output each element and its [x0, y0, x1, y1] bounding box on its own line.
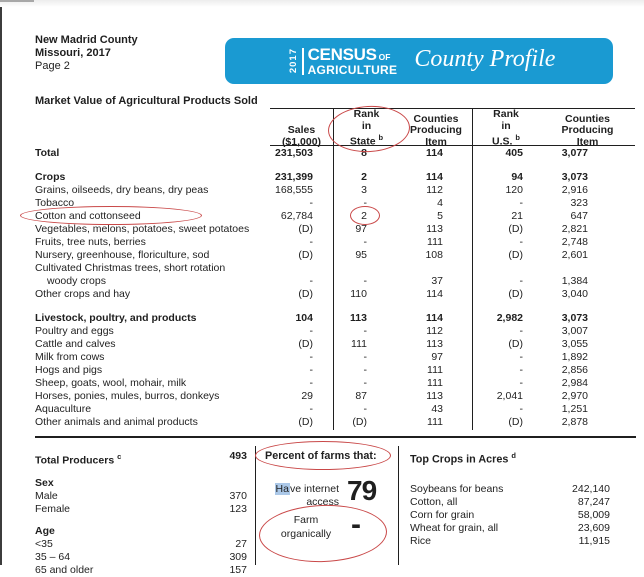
table-cell: -: [309, 197, 313, 209]
table-cell: -: [309, 275, 313, 287]
top-crop-row: [410, 496, 610, 509]
row-label: Livestock, poultry, and products: [35, 312, 197, 324]
header-line: Item: [425, 135, 447, 148]
row-label: Vegetables, melons, potatoes, sweet potatoes: [35, 223, 250, 235]
producer-row: [35, 538, 247, 551]
total-producers-label: Total Producers $^c$: [35, 452, 122, 467]
census-word: CENSUS: [307, 44, 377, 64]
table-cell: -: [363, 403, 367, 415]
table-cell: (D): [508, 249, 523, 261]
table-cell: 2,748: [561, 236, 588, 248]
row-label: Crops: [35, 171, 66, 183]
producer-label: 35 – 64: [35, 550, 71, 563]
table-cell: (D): [298, 416, 313, 428]
table-cell: -: [519, 325, 523, 337]
row-label: Cotton and cottonseed: [35, 210, 141, 222]
table-row: [35, 325, 635, 338]
row-label: Horses, ponies, mules, burros, donkeys: [35, 390, 220, 402]
header-line: Counties: [565, 112, 610, 125]
table-row: [35, 171, 635, 184]
producer-value: 309: [229, 550, 247, 563]
table-cell: -: [309, 403, 313, 415]
table-cell: 3,073: [561, 171, 588, 183]
top-crop-row: [410, 483, 610, 496]
table-cell: -: [363, 377, 367, 389]
row-label: Poultry and eggs: [35, 325, 114, 337]
table-cell: -: [519, 236, 523, 248]
table-row: [35, 312, 635, 325]
row-label: Other crops and hay: [35, 288, 131, 300]
table-cell: 168,555: [275, 184, 313, 196]
table-row: [35, 364, 635, 377]
table-cell: 97: [431, 351, 443, 363]
table-row: [35, 223, 635, 236]
header-line: ($1,000): [281, 135, 322, 148]
producer-label: 65 and older: [35, 563, 94, 576]
crop-acres: 58,009: [577, 508, 610, 521]
table-cell: -: [363, 351, 367, 363]
table-cell: 62,784: [280, 210, 313, 222]
row-label: Milk from cows: [35, 351, 105, 363]
table-cell: (D): [352, 416, 367, 428]
row-label: Total: [35, 147, 60, 159]
header-line: Rank: [353, 108, 380, 120]
table-cell: 5: [437, 210, 443, 222]
percent-farms-title: Percent of farms that:: [265, 450, 377, 462]
table-cell: 108: [425, 249, 443, 261]
of-word: OF: [378, 51, 391, 62]
table-row: [35, 390, 635, 403]
annotation-ellipse-cotton-rank-value: [350, 206, 380, 225]
crop-acres: 11,915: [578, 534, 610, 547]
total-producers-panel: [35, 450, 247, 577]
table-cell: (D): [298, 249, 313, 261]
table-cell: 114: [426, 147, 443, 159]
table-cell: 3,077: [561, 147, 588, 159]
column-header: [400, 114, 472, 152]
market-value-title: Market Value of Agricultural Products Sold: [35, 95, 258, 107]
producer-group: [35, 525, 247, 577]
table-cell: -: [519, 275, 523, 287]
internet-access-label: Have internet access: [275, 483, 339, 508]
table-cell: 95: [355, 249, 367, 261]
table-cell: 2: [361, 210, 367, 222]
top-crop-row: [410, 535, 610, 548]
census-agriculture-logo: [307, 44, 398, 77]
table-row: [35, 147, 635, 160]
table-cell: 113: [426, 390, 443, 402]
header-line: Sales: [287, 124, 316, 136]
group-heading: Sex: [35, 476, 54, 489]
column-header: [540, 114, 635, 152]
annotation-ellipse-cotton-row: [20, 206, 202, 225]
page-top-corner: [0, 0, 34, 2]
table-cell: -: [363, 236, 367, 248]
table-cell: 114: [426, 171, 443, 183]
header-line: Producing: [561, 124, 614, 136]
table-cell: 114: [426, 312, 443, 324]
bottom-vertical-rule-2: [398, 446, 399, 565]
row-label: [35, 262, 270, 288]
producer-group: [35, 477, 247, 516]
table-row: [35, 236, 635, 249]
top-crops-panel: [410, 449, 610, 548]
table-cell: 113: [426, 338, 443, 350]
census-banner: [225, 38, 613, 84]
top-crop-row: [410, 522, 610, 535]
table-cell: (D): [298, 338, 313, 350]
total-producers-value: 493: [229, 450, 247, 462]
table-cell: -: [309, 236, 313, 248]
table-cell: -: [309, 377, 313, 389]
row-label: Aquaculture: [35, 403, 92, 415]
table-cell: 29: [301, 390, 313, 402]
table-cell: 111: [427, 416, 443, 428]
crop-acres: 87,247: [577, 495, 610, 508]
header-line: Counties: [413, 112, 459, 125]
producer-row: [35, 564, 247, 577]
table-cell: 405: [505, 147, 523, 159]
table-cell: -: [363, 325, 367, 337]
producer-groups: [35, 477, 247, 577]
table-row: [35, 184, 635, 197]
crop-label: Wheat for grain, all: [410, 521, 499, 534]
annotation-ellipse-percent-title: [255, 441, 391, 470]
table-cell: 113: [426, 223, 443, 235]
table-cell: -: [309, 325, 313, 337]
table-cell: 87: [355, 390, 367, 402]
page-header: [35, 34, 138, 73]
producer-label: <35: [35, 537, 53, 550]
column-header: [472, 109, 540, 151]
crop-label: Rice: [410, 534, 432, 547]
top-crops-list: [410, 483, 610, 548]
producer-value: 27: [235, 537, 247, 550]
table-cell: (D): [298, 223, 313, 235]
table-cell: 2,878: [561, 416, 588, 428]
header-line: Rank: [493, 108, 519, 120]
table-cell: 111: [427, 236, 443, 248]
header-line: in: [501, 119, 511, 132]
crop-acres: 23,609: [577, 521, 610, 534]
table-cell: (D): [508, 288, 523, 300]
table-row: [35, 288, 635, 301]
row-label: Hogs and pigs: [35, 364, 103, 376]
table-cell: 104: [295, 312, 313, 324]
table-cell: 1,892: [561, 351, 588, 363]
producer-row: [35, 551, 247, 564]
table-cell: 111: [351, 338, 367, 350]
farm-organically-value: -: [351, 508, 361, 541]
table-row: [35, 249, 635, 262]
table-row: [35, 351, 635, 364]
group-heading: Age: [35, 524, 55, 537]
state-year: Missouri, 2017: [35, 47, 111, 59]
row-label: Tobacco: [35, 197, 75, 209]
table-cell: 113: [350, 312, 367, 324]
table-cell: -: [519, 197, 523, 209]
row-label: Other animals and animal products: [35, 416, 198, 428]
row-label: Sheep, goats, wool, mohair, milk: [35, 377, 187, 389]
producer-row: [35, 503, 247, 516]
row-label: Nursery, greenhouse, floriculture, sod: [35, 249, 210, 261]
table-cell: (D): [508, 338, 523, 350]
market-table-rows: [35, 147, 635, 429]
table-cell: -: [363, 275, 367, 287]
table-cell: 2,856: [561, 364, 588, 376]
agriculture-word: AGRICULTURE: [307, 62, 398, 77]
table-cell: 2,984: [561, 377, 588, 389]
table-row: [35, 262, 635, 288]
crop-label: Corn for grain: [410, 508, 475, 521]
table-cell: 2,970: [561, 390, 588, 402]
table-cell: -: [309, 351, 313, 363]
table-cell: -: [519, 351, 523, 363]
table-row: [35, 377, 635, 390]
table-cell: -: [363, 364, 367, 376]
table-cell: 647: [570, 210, 588, 222]
row-label-line: Cultivated Christmas trees, short rotation: [35, 262, 226, 274]
table-cell: (D): [508, 223, 523, 235]
table-cell: 97: [355, 223, 367, 235]
banner-separator: [302, 48, 304, 75]
annotation-ellipse-farm-organically: [258, 503, 388, 564]
table-cell: -: [519, 403, 523, 415]
county-name: New Madrid County: [35, 34, 138, 46]
table-cell: -: [519, 377, 523, 389]
row-label-line: woody crops: [47, 275, 106, 287]
table-cell: 2,821: [561, 223, 588, 235]
table-cell: 8: [361, 147, 367, 159]
table-cell: 111: [427, 377, 443, 389]
table-cell: 2,041: [496, 390, 523, 402]
producer-value: 157: [229, 563, 247, 576]
total-producers-row: [35, 450, 247, 468]
internet-access-value: 79: [347, 475, 377, 506]
table-cell: 3,073: [561, 312, 588, 324]
table-cell: 2,601: [561, 249, 588, 261]
producer-label: Female: [35, 502, 71, 515]
table-cell: 112: [426, 325, 443, 337]
table-cell: 3: [361, 184, 367, 196]
header-line: Item: [576, 135, 599, 148]
producer-label: Male: [35, 489, 58, 502]
crop-label: Cotton, all: [410, 495, 458, 508]
header-line: State $^b$: [349, 133, 384, 148]
top-crop-row: [410, 509, 610, 522]
crop-label: Soybeans for beans: [410, 482, 504, 495]
table-cell: -: [519, 364, 523, 376]
table-cell: 231,503: [275, 147, 313, 159]
table-cell: 114: [426, 288, 443, 300]
table-cell: 231,399: [275, 171, 313, 183]
text-selection-highlight: Ha: [275, 483, 289, 495]
table-cell: 94: [511, 171, 523, 183]
table-cell: 3,040: [561, 288, 588, 300]
table-cell: 323: [570, 197, 588, 209]
table-cell: 3,055: [561, 338, 588, 350]
producer-value: 123: [229, 502, 247, 515]
table-cell: 37: [431, 275, 443, 287]
table-cell: 2,982: [496, 312, 523, 324]
section-divider: [35, 436, 636, 438]
table-cell: 2,916: [561, 184, 588, 196]
table-cell: 43: [431, 403, 443, 415]
page-top-edge: [0, 0, 644, 7]
table-cell: (D): [508, 416, 523, 428]
table-cell: 112: [426, 184, 443, 196]
crop-acres: 242,140: [572, 482, 610, 495]
table-cell: -: [363, 197, 367, 209]
banner-title: County Profile: [414, 46, 556, 72]
banner-year: 2017: [287, 48, 299, 74]
table-row: [35, 416, 635, 429]
header-line: U.S. $^b$: [492, 133, 520, 148]
top-crops-title: Top Crops in Acres $^d$: [410, 451, 516, 466]
table-cell: 120: [505, 184, 523, 196]
table-cell: 3,007: [561, 325, 588, 337]
header-line: Producing: [410, 124, 462, 136]
window-left-edge: [0, 0, 2, 565]
table-cell: 111: [427, 364, 443, 376]
table-cell: 110: [350, 288, 367, 300]
table-row: [35, 338, 635, 351]
row-label: Cattle and calves: [35, 338, 116, 350]
table-cell: -: [309, 364, 313, 376]
table-cell: (D): [298, 288, 313, 300]
table-cell: 1,384: [561, 275, 588, 287]
row-label: Fruits, tree nuts, berries: [35, 236, 146, 248]
bottom-vertical-rule-1: [255, 446, 256, 565]
producer-value: 370: [229, 489, 247, 502]
farm-organically-label: Farm organically: [280, 514, 332, 540]
table-row: [35, 403, 635, 416]
page-number: Page 2: [35, 60, 70, 72]
table-cell: 1,251: [561, 403, 588, 415]
producer-row: [35, 490, 247, 503]
row-label: Grains, oilseeds, dry beans, dry peas: [35, 184, 209, 196]
table-cell: 2: [361, 171, 367, 183]
table-cell: 4: [437, 197, 443, 209]
header-line: in: [361, 119, 372, 132]
table-cell: 21: [511, 210, 523, 222]
